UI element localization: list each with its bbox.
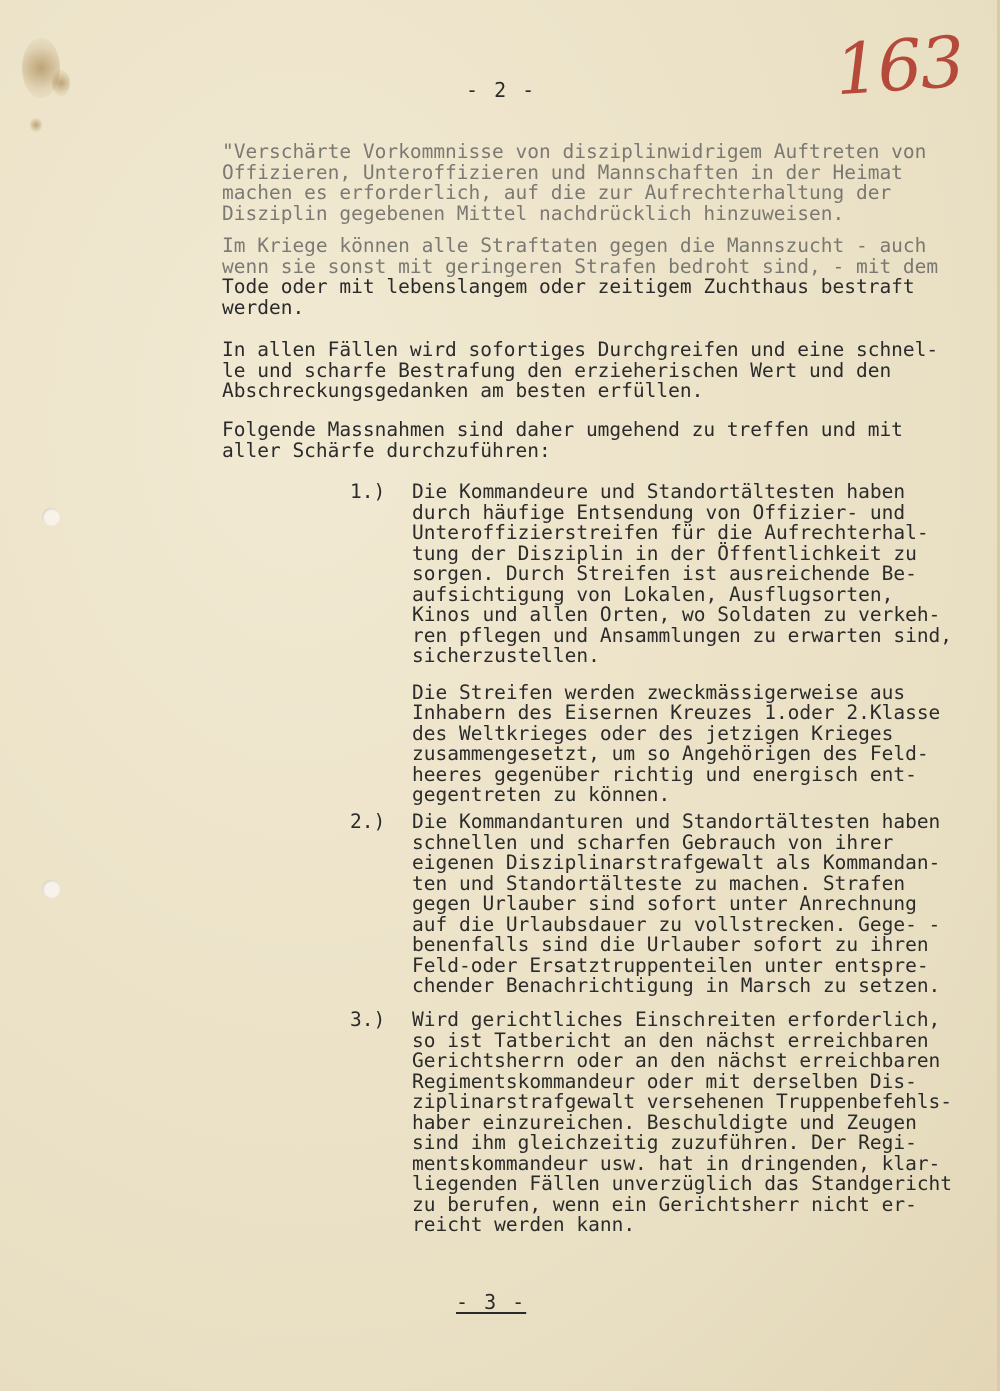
text-line: machen es erforderlich, auf die zur Aufrechterhaltung der [222,181,892,204]
next-page-marker: - 3 - [456,1290,527,1314]
text-line: werden. [222,295,305,319]
text-line: Gerichtsherrn oder an den nächst erreichbaren [412,1049,941,1072]
text-line: benenfalls sind die Urlauber sofort zu ihren [412,933,929,956]
text-line: durch häufige Entsendung von Offizier- und [412,500,906,524]
punch-hole [42,880,60,898]
text-line: Die Kommandeure und Standortältesten haben [412,480,906,503]
item-body [412,482,952,806]
item-body [412,1010,952,1236]
text-line: ziplinarstrafgewalt versehenen Truppenbefehls- [412,1090,953,1113]
text-line: zusammengesetzt, um so Angehörigen des Feld- [412,742,929,765]
text-line: ren pflegen und Ansammlungen zu erwarten sind, [412,623,953,647]
text-line: schnellen und scharfen Gebrauch von ihrer [412,830,894,854]
text-line: Unteroffizierstreifen für die Aufrechterhal- [412,521,929,544]
text-line: Regimentskommandeur oder mit derselben Dis- [412,1069,917,1093]
text-line: haber einzureichen. Beschuldigte und Zeugen [412,1110,917,1134]
text-line: Feld-oder Ersatztruppenteilen unter entspre- [412,953,929,977]
text-line: aufsichtigung von Lokalen, Ausflugsorten, [412,582,894,606]
paragraph-measures [222,420,952,461]
text-line: sind ihm gleichzeitig zuzuführen. Der Regi- [412,1131,917,1154]
folio-number: 163 [832,20,966,112]
text-line: reicht werden kann. [412,1213,636,1236]
text-line: Die Kommandanturen und Standortältesten haben [412,810,941,833]
item-number: 2.) [350,810,386,833]
text-line: des Weltkrieges oder des jetzigen Krieges [412,721,894,745]
text-line: zu berufen, wenn ein Gerichtsherr nicht er- [412,1192,917,1216]
text-line: sicherzustellen. [412,644,600,667]
item-number: 1.) [350,480,386,503]
text-line: Inhabern des Eisernen Kreuzes 1.oder 2.Klasse [412,701,941,724]
text-line: Offizieren, Unteroffizieren und Mannschaften in der Heimat [222,160,903,184]
text-line: gegen Urlauber sind sofort unter Anrechnung [412,892,917,915]
text-line: sorgen. Durch Streifen ist ausreichende Be- [412,562,917,585]
paragraph-penalties [222,236,952,318]
text-line: "Verschärte Vorkommnisse von disziplinwidrigem Auftreten von [222,140,927,163]
text-line: eigenen Disziplinarstrafgewalt als Kommandan- [412,851,941,874]
text-line: tung der Disziplin in der Öffentlichkeit zu [412,541,917,565]
text-line: ten und Standortälteste zu machen. Strafen [412,871,906,895]
item-number: 3.) [350,1008,386,1031]
text-line: Folgende Massnahmen sind daher umgehend zu treffen und mit [222,418,903,441]
item-body [412,812,940,997]
text-line: In allen Fällen wird sofortiges Durchgreifen und eine schnel- [222,338,939,361]
text-line: auf die Urlaubsdauer zu vollstrecken. Gege- - [412,912,941,936]
text-line: so ist Tatbericht an den nächst erreichbaren [412,1028,929,1052]
text-line: mentskommandeur usw. hat in dringenden, klar- [412,1151,941,1175]
text-line: Abschreckungsgedanken am besten erfüllen. [222,379,704,402]
text-line: Wird gerichtliches Einschreiten erforderlich, [412,1008,941,1031]
text-line: gegentreten zu können. [412,783,671,806]
page-number: - 2 - [466,78,537,102]
text-line: liegenden Fällen unverzüglich das Standgericht [412,1172,953,1195]
punch-hole [42,508,60,526]
text-line: le und scharfe Bestrafung den erzieherischen Wert und den [222,358,892,382]
stain-mark [30,118,42,132]
text-line: Disziplin gegebenen Mittel nachdrücklich hinzuweisen. [222,201,845,225]
text-line: heeres gegenüber richtig und energisch ent- [412,762,917,786]
paragraph-intro [222,142,952,224]
stain-mark [52,70,70,96]
paragraph-swift-action [222,340,952,402]
text-line: Kinos und allen Orten, wo Soldaten zu verkeh- [412,603,941,626]
text-line: wenn sie sonst mit geringeren Strafen bedroht sind, - mit dem [222,254,939,278]
text-line: Tode oder mit lebenslangem oder zeitigem Zuchthaus bestraft [222,275,915,298]
text-line: Im Kriege können alle Straftaten gegen die Mannszucht - auch [222,234,927,257]
text-line: chender Benachrichtigung in Marsch zu setzen. [412,974,941,997]
text-line: Die Streifen werden zweckmässigerweise aus [412,680,906,704]
text-line: aller Schärfe durchzuführen: [222,438,551,462]
